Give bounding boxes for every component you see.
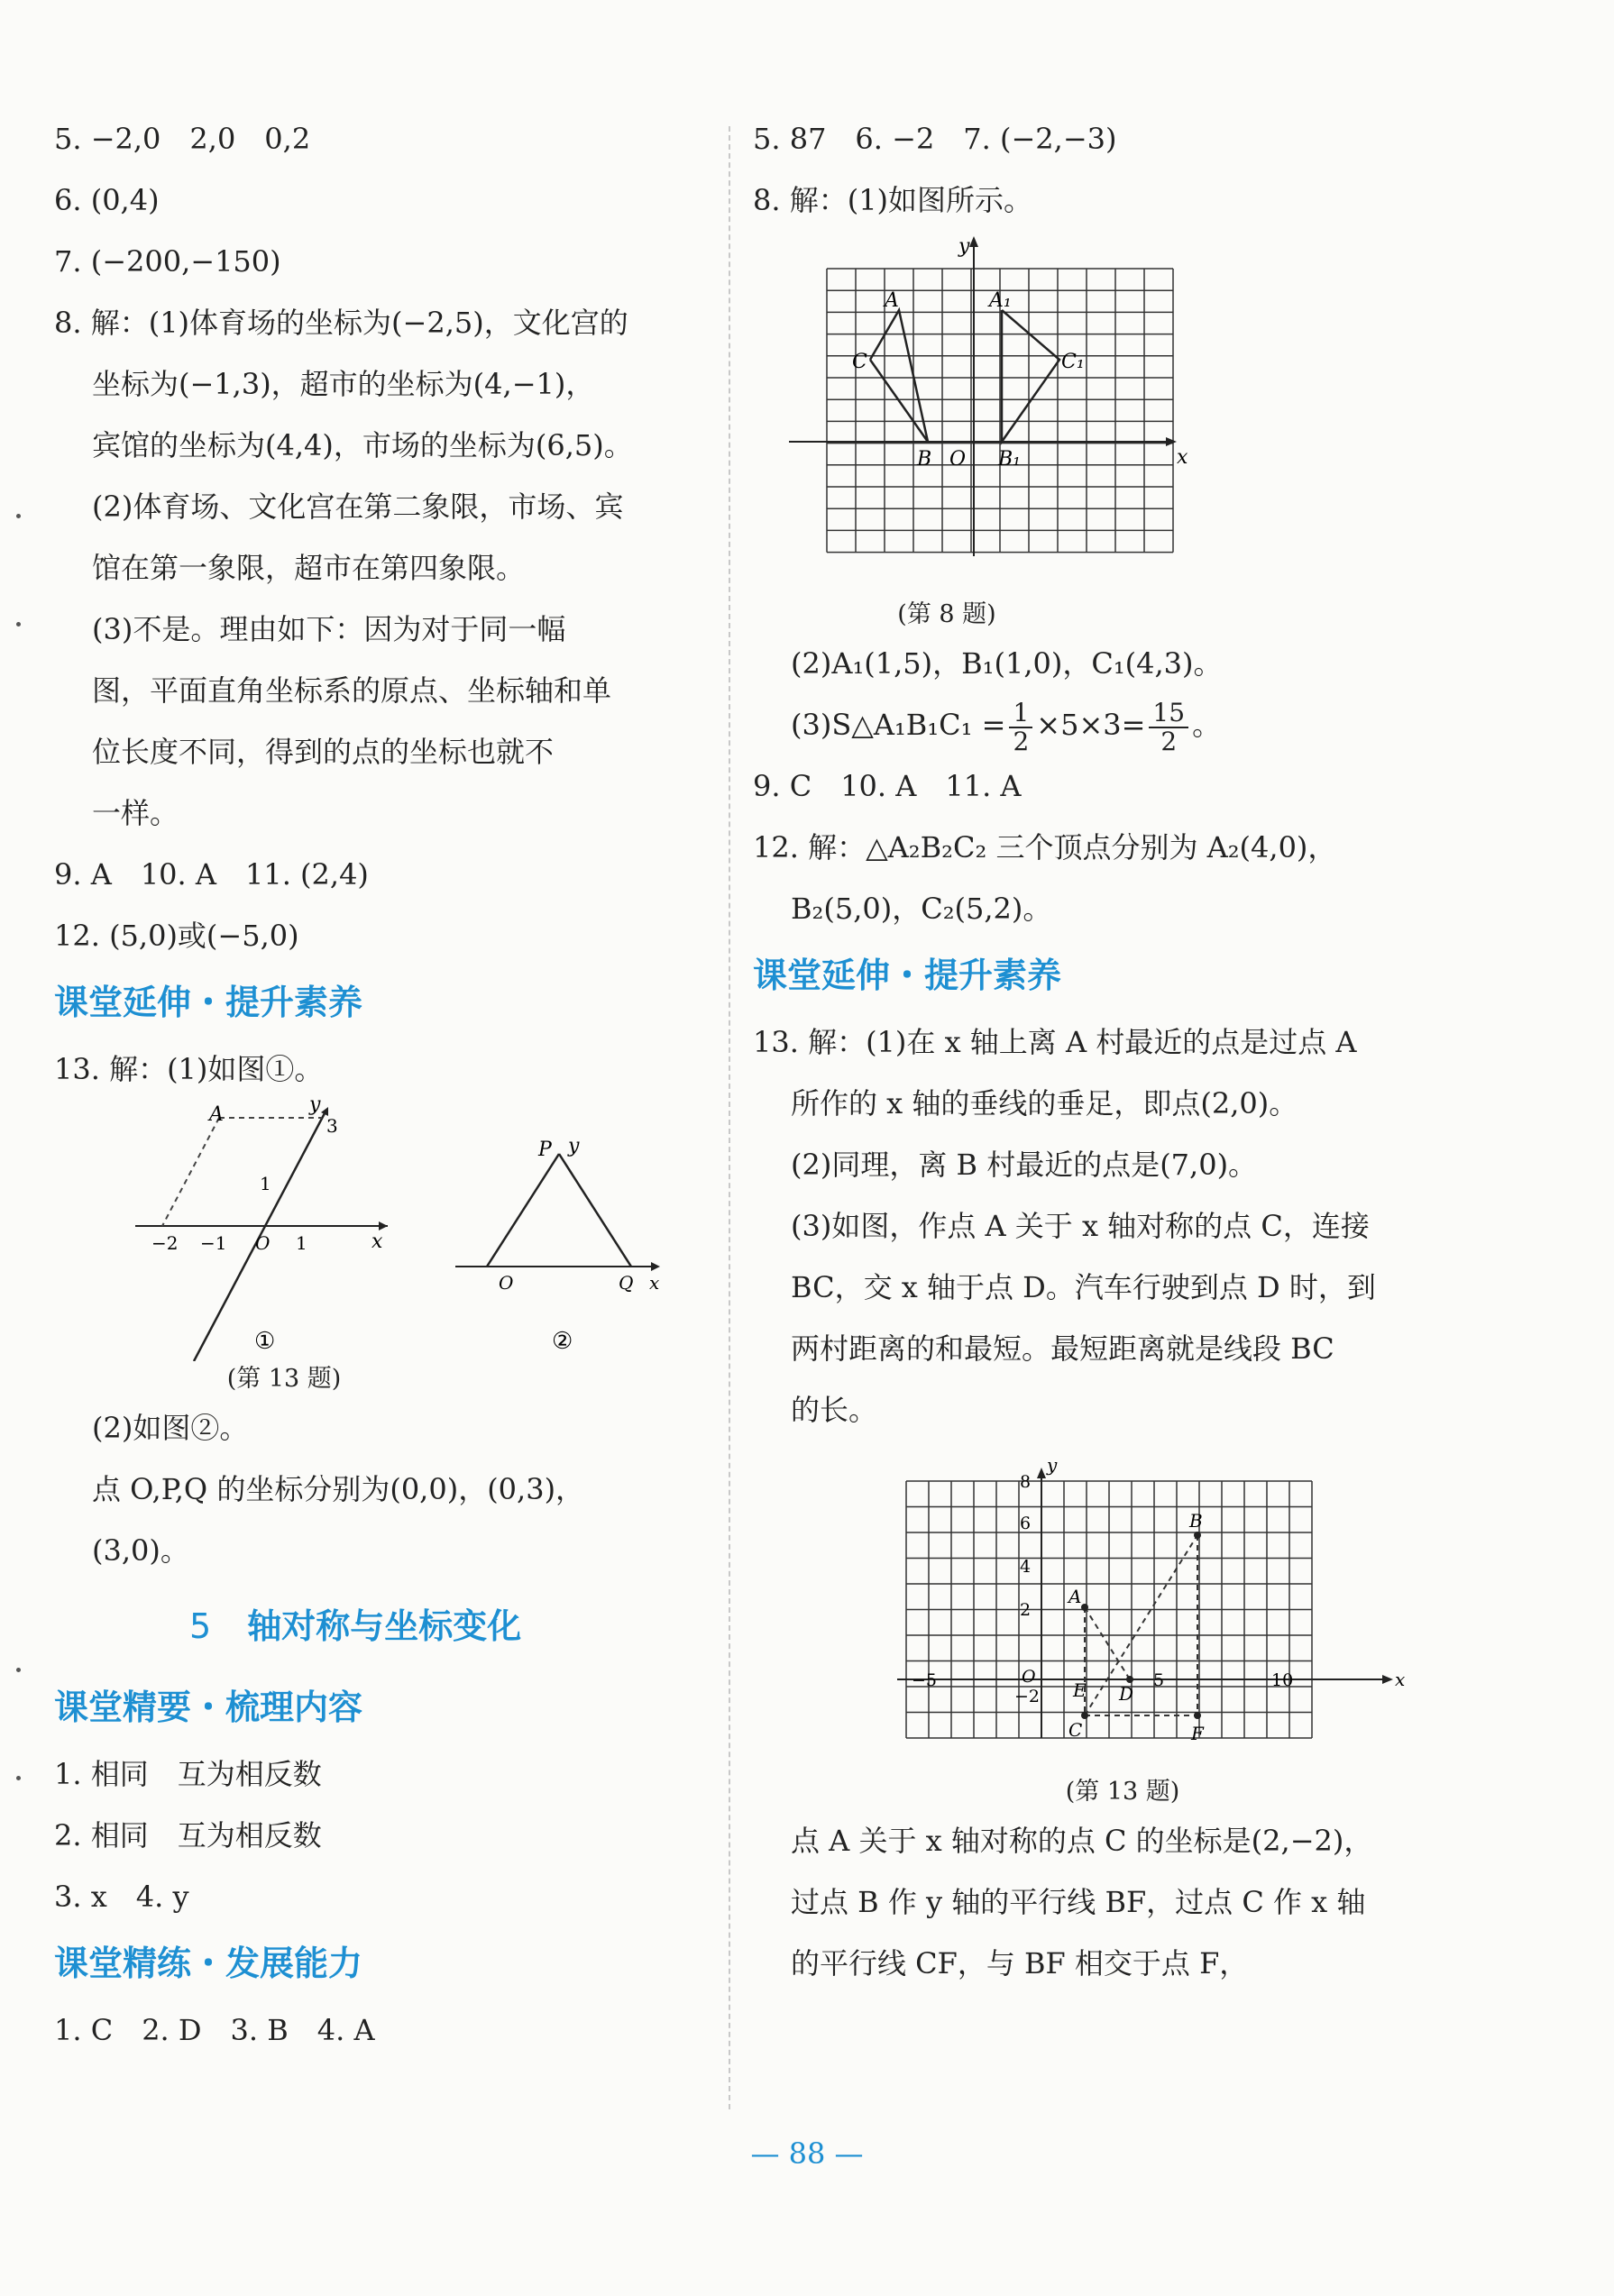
fig8-label-x: x [1177, 446, 1188, 469]
answer-r12-line1: 12. 解：△A₂B₂C₂ 三个顶点分别为 A₂(4,0)， [753, 830, 1337, 864]
fig8-label-B1: B₁ [998, 448, 1021, 471]
fig13a-tick-3: 3 [326, 1115, 338, 1137]
answer-8-line2: 坐标为(−1,3)，超市的坐标为(4,−1)， [92, 367, 595, 401]
answer-8-line3: 宾馆的坐标为(4,4)，市场的坐标为(6,5)。 [92, 428, 633, 462]
answer-8-line4: (2)体育场、文化宫在第二象限，市场、宾 [92, 489, 624, 524]
fig13a-tick-1: 1 [260, 1173, 271, 1194]
fig13b-label-Q: Q [619, 1272, 634, 1294]
section-heading-summary: 课堂精要・梳理内容 [54, 1688, 363, 1727]
fig8-label-C1: C₁ [1061, 351, 1085, 373]
key-1: 1. 相同 互为相反数 [54, 1757, 322, 1791]
fraction-result-num: 15 [1149, 700, 1188, 728]
answer-12: 12. (5,0)或(−5,0) [54, 919, 299, 953]
fig13b-label-P: P [538, 1139, 552, 1161]
fig13r-tick-8: 8 [1020, 1472, 1032, 1492]
answer-8-line8: 位长度不同，得到的点的坐标也就不 [92, 735, 555, 769]
answer-13-line4: (3,0)。 [92, 1533, 189, 1568]
answer-13-line2: (2)如图②。 [92, 1411, 249, 1445]
chapter-title: 轴对称与坐标变化 [247, 1606, 522, 1646]
fig13b-label-O: O [499, 1272, 514, 1294]
area-expression-lhs: (3)S△A₁B₁C₁ = [791, 708, 1006, 742]
fig13-mark-1: ① [254, 1328, 276, 1355]
fig13a-origin: O [255, 1232, 271, 1254]
fig13r-tick-5: 5 [1153, 1670, 1165, 1690]
practice-answers: 1. C 2. D 3. B 4. A [54, 2013, 375, 2047]
section-heading-extension-right: 课堂延伸・提升素养 [753, 956, 1062, 995]
margin-dot [16, 514, 21, 518]
fig13a-label-y: y [309, 1100, 321, 1116]
fig13-mark-2: ② [552, 1328, 573, 1355]
page-number: — 88 — [750, 2136, 864, 2171]
fig13r-label-A: A [1068, 1586, 1082, 1607]
column-divider [729, 126, 730, 2109]
answer-r13-line7: 的长。 [791, 1393, 878, 1427]
fraction-half-num: 1 [1009, 700, 1032, 728]
fraction-result [1149, 697, 1188, 756]
fig8-label-A1: A₁ [989, 289, 1012, 312]
answer-8-line7: 图，平面直角坐标系的原点、坐标轴和单 [92, 673, 612, 708]
chapter-heading [54, 1581, 712, 1671]
fraction-result-den: 2 [1160, 726, 1178, 756]
fig8-label-B: B [917, 448, 932, 471]
fig13a-label-A: A [209, 1103, 224, 1126]
answer-9-11: 9. A 10. A 11. (2,4) [54, 857, 369, 892]
fig13r-tick-neg2: −2 [1014, 1687, 1041, 1706]
fig13r-tick-6: 6 [1020, 1514, 1032, 1533]
fig13r-label-C: C [1068, 1719, 1083, 1741]
answer-8-line1: 8. 解：(1)体育场的坐标为(−2,5)，文化宫的 [54, 306, 628, 340]
answer-r13-line4: (3)如图，作点 A 关于 x 轴对称的点 C，连接 [791, 1209, 1370, 1243]
answer-r13-line10: 的平行线 CF，与 BF 相交于点 F， [791, 1946, 1249, 1980]
answer-r13-line6: 两村距离的和最短。最短距离就是线段 BC [791, 1331, 1334, 1366]
answer-13-line1: 13. 解：(1)如图①。 [54, 1052, 324, 1086]
answer-r8-line3 [753, 694, 1501, 755]
answer-r12-line2: B₂(5,0)，C₂(5,2)。 [791, 892, 1052, 926]
answer-r13-line2: 所作的 x 轴的垂线的垂足，即点(2,0)。 [791, 1086, 1298, 1121]
answer-r9-11: 9. C 10. A 11. A [753, 769, 1022, 803]
fig13r-label-E: E [1073, 1679, 1087, 1701]
fig8-label-C: C [852, 351, 867, 373]
fraction-half-den: 2 [1013, 726, 1030, 756]
fig13r-tick-10: 10 [1271, 1670, 1294, 1690]
answer-r13-line1: 13. 解：(1)在 x 轴上离 A 村最近的点是过点 A [753, 1025, 1357, 1059]
fig13b-label-y: y [568, 1135, 580, 1157]
margin-dot [16, 1776, 21, 1780]
fig8-label-y: y [958, 236, 970, 258]
figure-13-caption: (第 13 题) [226, 1365, 342, 1393]
fig8-label-A: A [885, 289, 899, 312]
figure-13-right [753, 1450, 1501, 1774]
left-column [54, 108, 712, 2061]
fig13r-label-D: D [1119, 1683, 1134, 1705]
fig13b-label-x: x [649, 1272, 660, 1294]
answer-r13-line8: 点 A 关于 x 轴对称的点 C 的坐标是(2,−2)， [791, 1824, 1373, 1858]
fig13r-tick-neg5: −5 [912, 1670, 938, 1690]
figure-13-right-caption: (第 13 题) [1065, 1778, 1180, 1806]
figure-13-2 [455, 1135, 660, 1355]
fig13r-label-B: B [1189, 1510, 1203, 1532]
section-heading-practice: 课堂精练・发展能力 [54, 1944, 363, 1983]
answer-8-line6: (3)不是。理由如下：因为对于同一幅 [92, 612, 566, 646]
answer-6: 6. (0,4) [54, 183, 160, 217]
area-expression-end: 。 [1192, 708, 1222, 742]
chapter-number: 5 [189, 1606, 212, 1646]
fig8-label-O: O [949, 448, 967, 471]
section-heading-extension: 课堂延伸・提升素养 [54, 983, 363, 1022]
key-3-4: 3. x 4. y [54, 1880, 189, 1914]
fig13r-label-x: x [1395, 1669, 1406, 1690]
fig13r-tick-4: 4 [1020, 1557, 1032, 1577]
answer-r8-line1: 8. 解：(1)如图所示。 [753, 183, 1033, 217]
fig13a-label-x: x [371, 1230, 383, 1253]
margin-dot [16, 1668, 21, 1672]
fig13r-tick-2: 2 [1020, 1600, 1032, 1620]
figure-13-left [54, 1100, 712, 1361]
fig13r-origin: O [1022, 1667, 1036, 1687]
answer-5: 5. −2,0 2,0 0,2 [54, 122, 311, 156]
margin-dot [16, 622, 21, 627]
fraction-half [1009, 697, 1032, 756]
figure-8 [753, 236, 1501, 597]
area-expression-mid: ×5×3= [1036, 708, 1146, 742]
answer-r5-7: 5. 87 6. −2 7. (−2,−3) [753, 122, 1117, 156]
key-2: 2. 相同 互为相反数 [54, 1818, 322, 1852]
answer-13-line3: 点 O,P,Q 的坐标分别为(0,0)，(0,3)， [92, 1472, 585, 1506]
answer-8-line5: 馆在第一象限，超市在第四象限。 [92, 551, 526, 585]
answer-8-line9: 一样。 [92, 796, 179, 830]
fig13r-label-F: F [1191, 1723, 1204, 1744]
fig13r-label-y: y [1047, 1454, 1058, 1476]
answer-r13-line3: (2)同理，离 B 村最近的点是(7,0)。 [791, 1148, 1258, 1182]
fig13a-tick-neg1: −1 [200, 1232, 227, 1254]
fig13a-tick-x1: 1 [296, 1232, 307, 1254]
answer-r8-line2: (2)A₁(1,5)，B₁(1,0)，C₁(4,3)。 [791, 646, 1223, 681]
answer-r13-line5: BC，交 x 轴于点 D。汽车行驶到点 D 时，到 [791, 1270, 1376, 1304]
answer-7: 7. (−200,−150) [54, 244, 281, 279]
right-column [753, 108, 1501, 1994]
figure-8-caption: (第 8 题) [897, 600, 996, 628]
answer-r13-line9: 过点 B 作 y 轴的平行线 BF，过点 C 作 x 轴 [791, 1885, 1366, 1919]
fig13a-tick-neg2: −2 [151, 1232, 179, 1254]
figure-13-1 [135, 1100, 388, 1361]
